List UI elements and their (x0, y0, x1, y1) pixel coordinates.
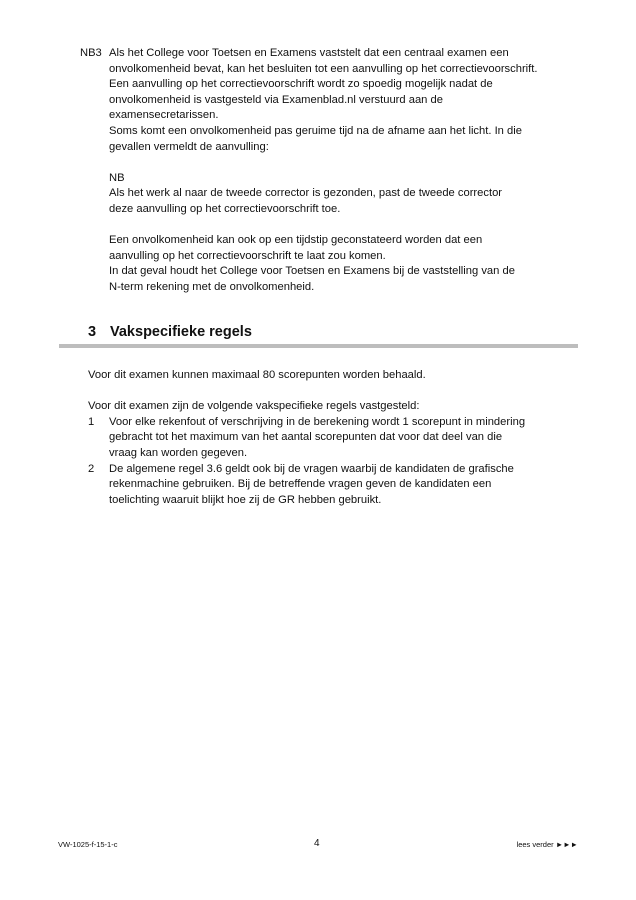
section-header (59, 324, 578, 346)
nb3-line: Een onvolkomenheid kan ook op een tijdstip geconstateerd worden dat een (109, 234, 483, 247)
nb3-line: aanvulling op het correctievoorschrift te laat zou komen. (109, 249, 386, 262)
nb3-line: onvolkomenheid bevat, kan het besluiten tot een aanvulling op het correctievoorschrift. (109, 62, 538, 75)
nb3-line: Soms komt een onvolkomenheid pas geruime tijd na de afname aan het licht. In die (109, 124, 522, 137)
max-score-text: Voor dit examen kunnen maximaal 80 scorepunten worden behaald. (88, 369, 426, 381)
rule-item (88, 415, 588, 462)
page-number: 4 (314, 838, 320, 849)
exam-code: VW-1025-f-15-1-c (58, 840, 118, 849)
rule-line: vraag kan worden gegeven. (109, 446, 248, 459)
rule-number: 1 (88, 415, 95, 428)
nb3-label: NB3 (80, 47, 102, 59)
section-body (88, 368, 588, 508)
section-divider (59, 344, 578, 348)
rule-item (88, 462, 588, 509)
rule-line: gebracht tot het maximum van het aantal scorepunten dat voor dat deel van die (109, 431, 503, 444)
rules-intro: Voor dit examen zijn de volgende vakspecifieke regels vastgesteld: (88, 400, 420, 413)
section-title: Vakspecifieke regels (110, 324, 252, 340)
nb-heading: NB (109, 171, 125, 184)
nb3-line: N-term rekening met de onvolkomenheid. (109, 280, 315, 293)
rule-line: rekenmachine gebruiken. Bij de betreffende vragen geven de kandidaten een (109, 478, 492, 491)
nb3-line: Als het werk al naar de tweede corrector is gezonden, past de tweede corrector (109, 187, 503, 200)
nb3-line: In dat geval houdt het College voor Toetsen en Examens bij de vaststelling van de (109, 265, 515, 278)
nb3-line: gevallen vermeldt de aanvulling: (109, 140, 269, 153)
nb3-line: deze aanvulling op het correctievoorschrift toe. (109, 202, 341, 215)
rule-number: 2 (88, 462, 95, 475)
nb3-line: onvolkomenheid is vastgesteld via Examenblad.nl verstuurd aan de (109, 93, 443, 106)
section-number: 3 (88, 324, 97, 340)
nb3-line: examensecretarissen. (109, 109, 219, 122)
rule-line: Voor elke rekenfout of verschrijving in de berekening wordt 1 scorepunt in mindering (109, 415, 526, 428)
rule-line: toelichting waaruit blijkt hoe zij de GR hebben gebruikt. (109, 493, 382, 506)
nb3-body (109, 46, 599, 296)
page-footer (58, 838, 578, 852)
nb3-line: Een aanvulling op het correctievoorschrift wordt zo spoedig mogelijk nadat de (109, 78, 493, 91)
nb3-line: Als het College voor Toetsen en Examens vaststelt dat een centraal examen een (109, 47, 509, 59)
continue-indicator: lees verder ►►► (516, 840, 578, 849)
rule-line: De algemene regel 3.6 geldt ook bij de vragen waarbij de kandidaten de grafische (109, 462, 514, 475)
